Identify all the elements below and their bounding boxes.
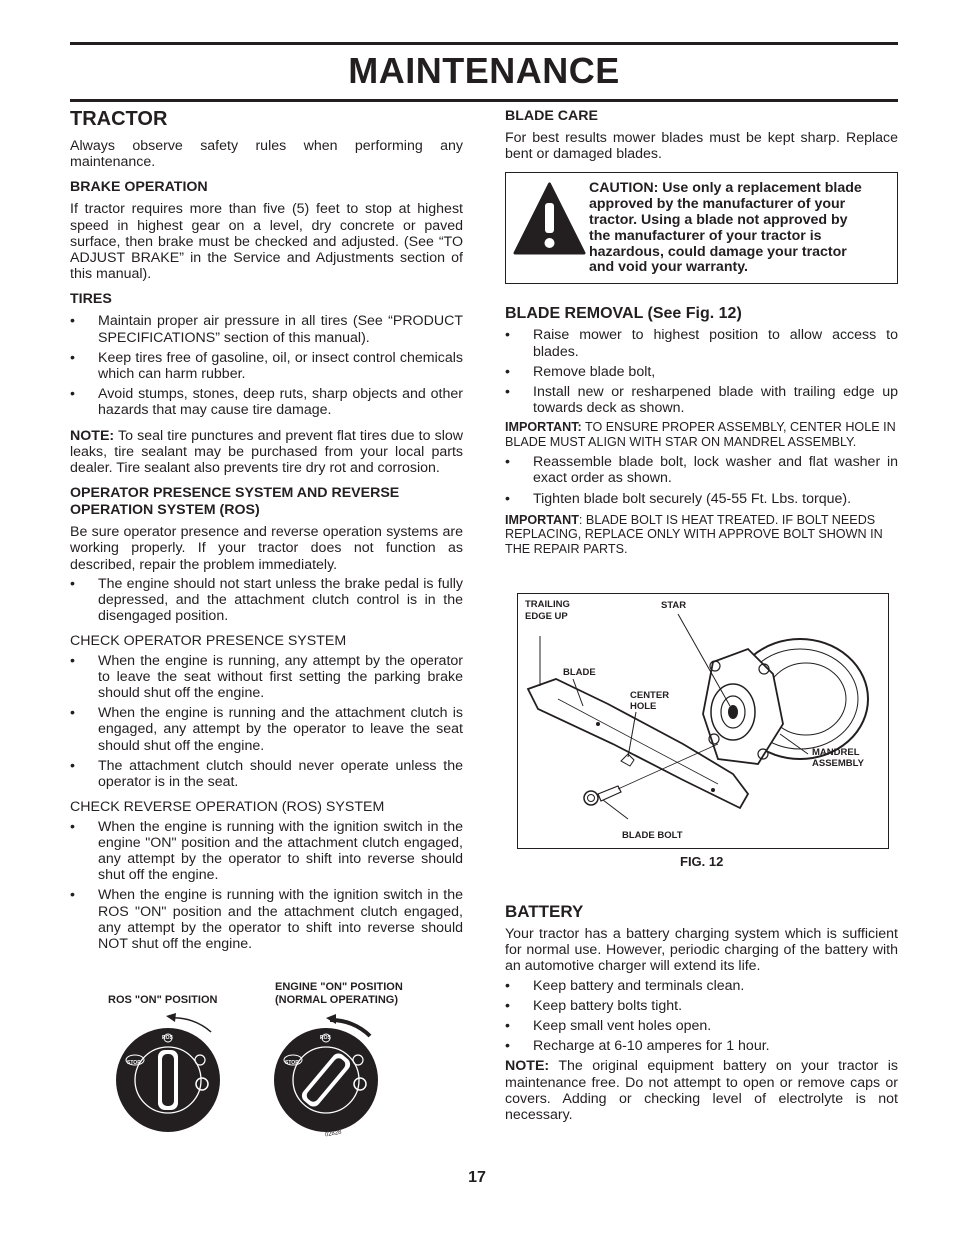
note-text: To seal tire punctures and prevent flat tires due to slow leaks, tire sealant may be purchased from your local parts dealer. Tire sealant also prevents tire dry rot and corrosion. (70, 427, 463, 477)
engine-on-label-2: (NORMAL OPERATING) (275, 994, 399, 1006)
label-trailing-edge-2: EDGE UP (525, 611, 568, 622)
blade-figure (517, 593, 889, 849)
list-item: • Reassemble blade bolt, lock washer and flat washer in exact order as shown. (505, 454, 898, 486)
list-item: • Raise mower to highest position to allow access to blades. (505, 327, 898, 359)
important-text: TO ENSURE PROPER ASSEMBLY, CENTER HOLE IN BLADE MUST ALIGN WITH STAR ON MANDREL ASSEMBLY. (505, 420, 896, 449)
battery-list (505, 978, 898, 1055)
engine-on-label-1: ENGINE "ON" POSITION (275, 981, 403, 993)
tires-heading: TIRES (70, 291, 112, 308)
check-ops-list (70, 653, 463, 791)
tires-note (70, 428, 463, 477)
list-item: • Keep battery and terminals clean. (505, 978, 898, 994)
blade-assembly-drawing (518, 594, 888, 848)
battery-text: Your tractor has a battery charging system which is sufficient for normal use. However, periodic charging of the battery with an automotive charger will extend its life. (505, 926, 898, 975)
figure-code: 02828 (324, 1129, 342, 1139)
page-title: MAINTENANCE (348, 50, 620, 91)
figure-caption: FIG. 12 (680, 854, 724, 869)
list-item: • The attachment clutch should never operate unless the operator is in the seat. (70, 758, 463, 790)
battery-heading: BATTERY (505, 902, 584, 921)
label-mandrel-1: MANDREL (812, 747, 860, 758)
important-note-2 (505, 513, 898, 556)
check-ops-heading: CHECK OPERATOR PRESENCE SYSTEM (70, 633, 347, 650)
header-rule-bottom (70, 99, 898, 102)
label-center-hole-1: CENTER (630, 690, 670, 701)
list-item: • The engine should not start unless the brake pedal is fully depressed, and the attachment clutch control is in the disengaged position. (70, 576, 463, 625)
list-item: • When the engine is running, any attempt by the operator to leave the seat without first setting the parking brake should shut off the engine. (70, 653, 463, 702)
brake-heading: BRAKE OPERATION (70, 179, 208, 196)
header-rule-top (70, 42, 898, 45)
label-trailing-edge-1: TRAILING (525, 599, 570, 610)
important-note-1 (505, 420, 898, 449)
list-item: • Keep small vent holes open. (505, 1018, 898, 1034)
blade-care-text: For best results mower blades must be kept sharp. Replace bent or damaged blades. (505, 130, 898, 163)
ros-heading: OPERATOR PRESENCE SYSTEM AND REVERSE OPERATION SYSTEM (ROS) (70, 485, 400, 519)
important-text: : BLADE BOLT IS HEAT TREATED. IF BOLT NEEDS REPLACING, REPLACE ONLY WITH APPROVE BOLT SHOWN IN THE REPAIR PARTS. (505, 512, 883, 556)
left-column (70, 108, 463, 961)
blade-removal-heading: BLADE REMOVAL (See Fig. 12) (505, 305, 742, 323)
check-ros-heading: CHECK REVERSE OPERATION (ROS) SYSTEM (70, 799, 385, 816)
note-text: The original equipment battery on your tractor is maintenance free. Do not attempt to open or remove caps or covers. Adding or checking level of electrolyte is not necessary. (505, 1058, 898, 1124)
list-item: • Remove blade bolt, (505, 364, 898, 380)
list-item: • When the engine is running and the attachment clutch is engaged, any attempt by the operator to leave the seat should shut off the engine. (70, 705, 463, 754)
battery-note (505, 1058, 898, 1123)
list-item: • Install new or resharpened blade with trailing edge up towards deck as shown. (505, 384, 898, 416)
label-mandrel-2: ASSEMBLY (812, 758, 864, 769)
list-item: • Recharge at 6-10 amperes for 1 hour. (505, 1038, 898, 1054)
stop-label-left: STOP (127, 1060, 141, 1066)
list-item: • Avoid stumps, stones, deep ruts, sharp objects and other hazards that may cause tire damage. (70, 386, 463, 418)
note-label: NOTE: (70, 427, 115, 444)
important-label: IMPORTANT: (505, 420, 582, 435)
blade-removal-list-1 (505, 327, 898, 416)
caution-box (505, 172, 898, 284)
ros-list (70, 576, 463, 625)
ros-label-left: ROS (162, 1035, 173, 1041)
brake-text: If tractor requires more than five (5) feet to stop at highest speed in highest gear on a level, dry concrete or paved surface, then brake must be checked and adjusted. (See “TO ADJUST BRAKE” in the Service and Adjustments section of this manual). (70, 201, 463, 283)
warning-icon (512, 181, 587, 256)
list-item: • When the engine is running with the ignition switch in the ROS "ON" position and the attachment clutch engaged, any attempt by the operator to shift into reverse should NOT shut off the engine. (70, 887, 463, 952)
list-item: • Tighten blade bolt securely (45-55 Ft. Lbs. torque). (505, 491, 898, 507)
intro-text: Always observe safety rules when performing any maintenance. (70, 138, 463, 171)
page-number: 17 (468, 1169, 486, 1186)
ros-label-right: ROS (320, 1035, 331, 1041)
ros-text: Be sure operator presence and reverse operation systems are working properly. If your tractor does not function as described, repair the problem immediately. (70, 524, 463, 573)
battery-section (505, 902, 898, 1132)
caution-text: CAUTION: Use only a replacement blade approved by the manufacturer of your tractor. Using a blade not approved by the manufacturer of your tractor is hazardous, could damage your tractor and void your warranty. (589, 180, 862, 276)
stop-label-right: STOP (285, 1060, 299, 1066)
check-ros-list (70, 819, 463, 953)
label-blade: BLADE (563, 667, 596, 678)
ros-on-label: ROS "ON" POSITION (108, 994, 218, 1006)
label-center-hole-2: HOLE (630, 701, 657, 712)
list-item: • Maintain proper air pressure in all tires (See “PRODUCT SPECIFICATIONS” section of this manual). (70, 313, 463, 345)
section-heading-tractor: TRACTOR (70, 108, 168, 130)
tires-list (70, 313, 463, 418)
note-label: NOTE: (505, 1058, 550, 1075)
ignition-switch-figure (108, 980, 438, 1140)
blade-removal-list-2 (505, 454, 898, 507)
important-label: IMPORTANT (505, 512, 579, 527)
list-item: • When the engine is running with the ignition switch in the engine "ON" position and the attachment clutch engaged, any attempt by the operator to shift into reverse should shut off the engine. (70, 819, 463, 884)
list-item: • Keep battery bolts tight. (505, 998, 898, 1014)
list-item: • Keep tires free of gasoline, oil, or insect control chemicals which can harm rubber. (70, 350, 463, 382)
label-blade-bolt: BLADE BOLT (622, 830, 683, 841)
blade-care-heading: BLADE CARE (505, 108, 599, 124)
right-column (505, 108, 898, 561)
label-star: STAR (661, 600, 687, 611)
